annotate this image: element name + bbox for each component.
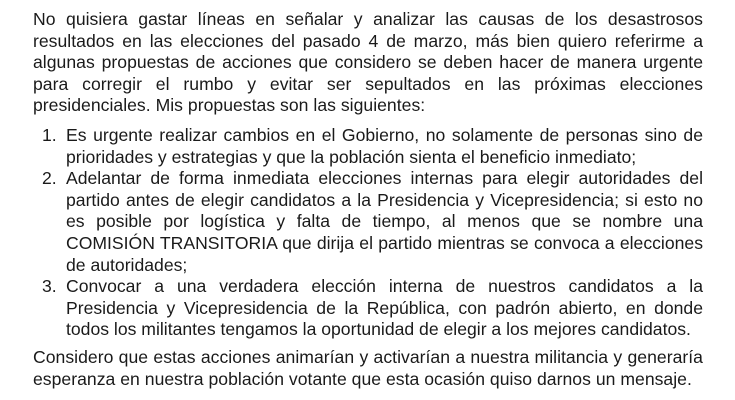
list-item xyxy=(33,168,703,276)
list-item xyxy=(33,276,703,341)
closing-paragraph: Considero que estas acciones animarían y activarían a nuestra militancia y generaría esperanza en nuestra población votante que esta ocasión quiso darnos un mensaje. xyxy=(33,347,703,389)
list-item-text: Es urgente realizar cambios en el Gobierno, no solamente de personas sino de prioridades y estrategias y que la población sienta el beneficio inmediato; xyxy=(66,125,703,167)
proposals-list xyxy=(33,125,703,341)
intro-paragraph: No quisiera gastar líneas en señalar y analizar las causas de los desastrosos resultados en las elecciones del pasado 4 de marzo, más bien quiero referirme a algunas propuestas de acciones que considero se deben hacer de manera urgente para corregir el rumbo y evitar ser sepultados en las próximas elecciones presidenciales. Mis propuestas son las siguientes: xyxy=(33,9,703,116)
list-item-number: 3. xyxy=(42,276,57,297)
list-item xyxy=(33,125,703,168)
list-item-text: Adelantar de forma inmediata elecciones internas para elegir autoridades del partido antes de elegir candidatos a la Presidencia y Vicepresidencia; si esto no es posible por logística y falta de tiempo, al menos que se nombre una COMISIÓN TRANSITORIA que dirija el partido mientras se convoca a elecciones de autoridades; xyxy=(66,168,703,275)
list-item-number: 2. xyxy=(42,168,57,189)
list-item-text: Convocar a una verdadera elección interna de nuestros candidatos a la Presidencia y Vicepresidencia de la República, con padrón abierto, en donde todos los militantes tengamos la oportunidad de elegir a los mejores candidatos. xyxy=(66,276,703,340)
list-item-number: 1. xyxy=(42,125,57,145)
